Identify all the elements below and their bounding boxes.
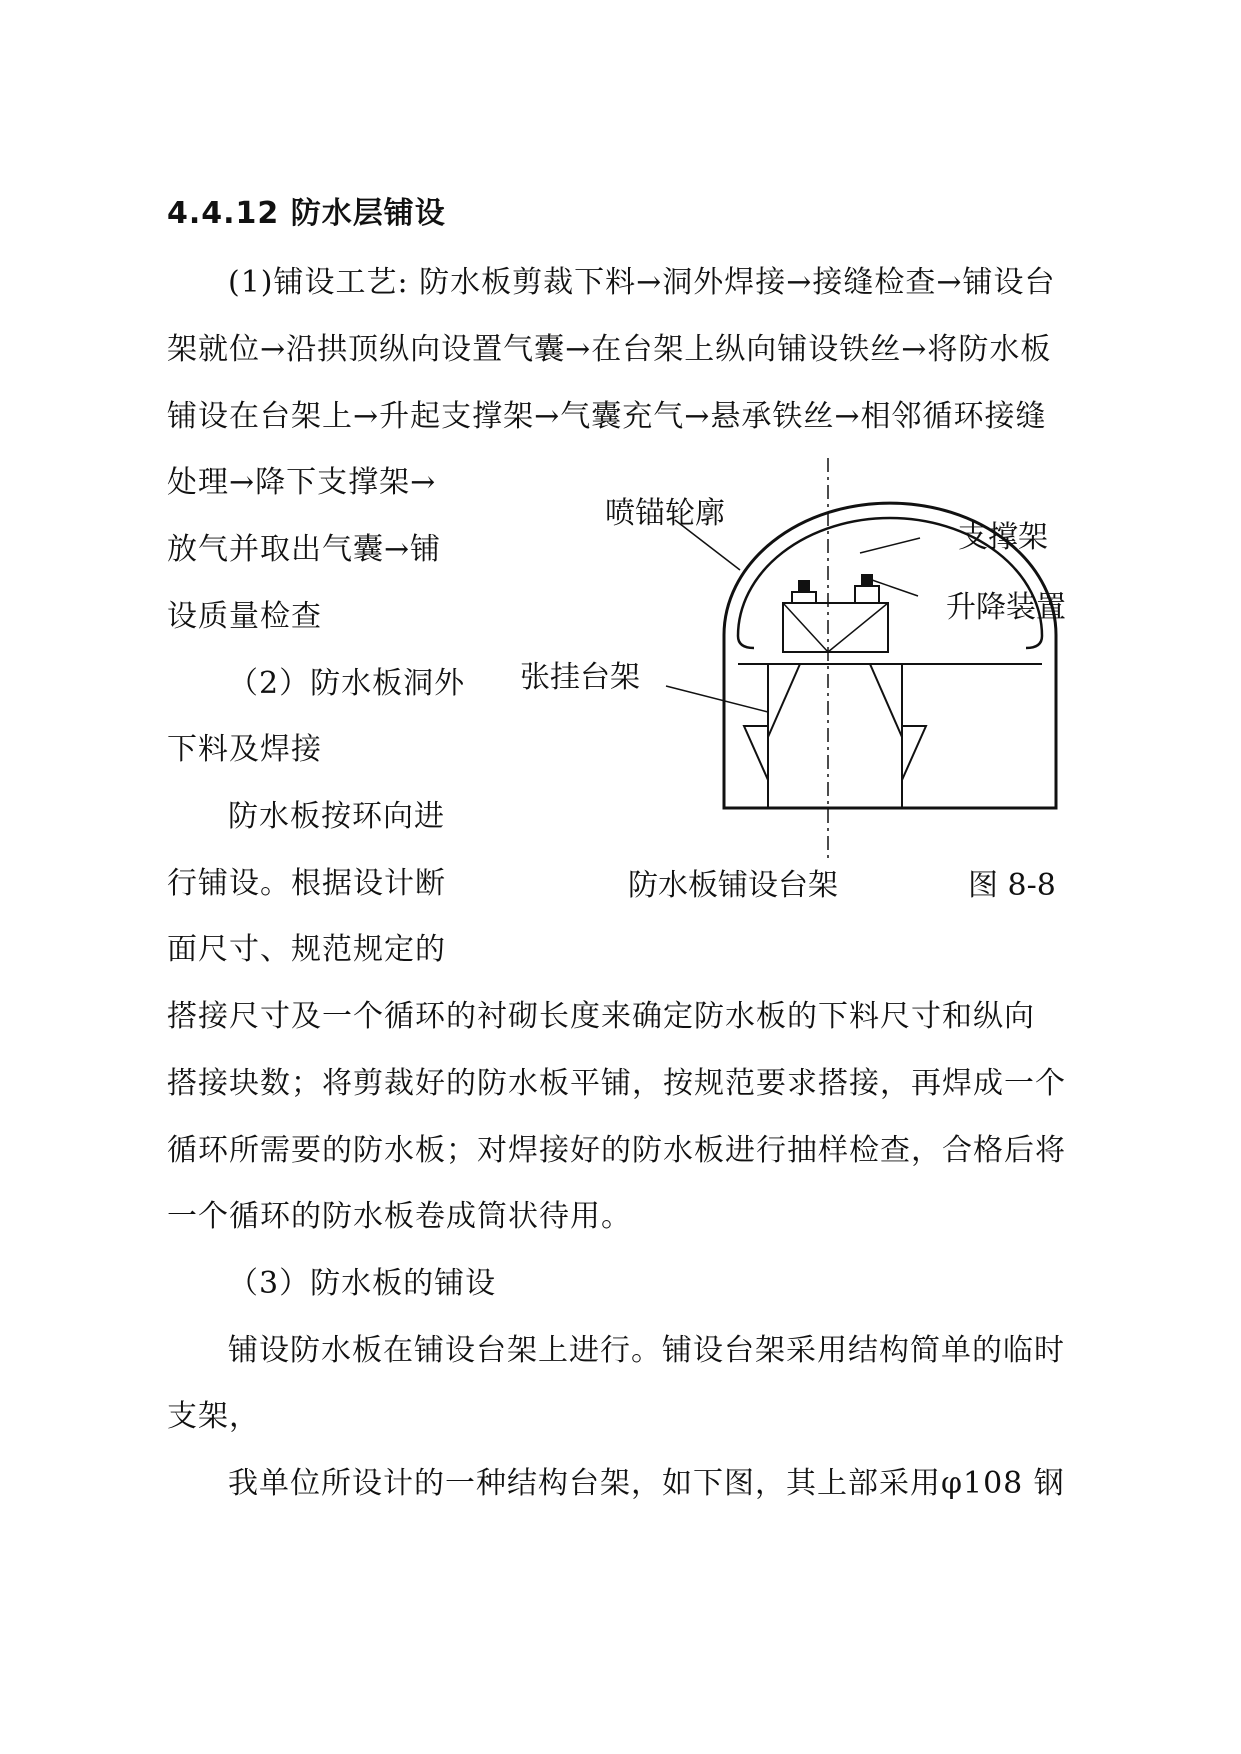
paragraph-line: 下料及焊接 xyxy=(167,732,322,767)
paragraph-line: 搭接块数；将剪裁好的防水板平铺，按规范要求搭接，再焊成一个 xyxy=(167,1066,1066,1101)
paragraph-line: 行铺设。根据设计断 xyxy=(167,866,446,901)
lifting-device-box xyxy=(783,603,888,652)
paragraph-line: 防水板按环向进 xyxy=(228,799,445,834)
leader-support xyxy=(860,538,920,553)
paragraph-line: 处理→降下支撑架→ xyxy=(167,465,437,500)
paragraph-line: 支架， xyxy=(167,1399,260,1434)
paragraph-line: 铺设在台架上→升起支撑架→气囊充气→悬承铁丝→相邻循环接缝 xyxy=(167,399,1047,434)
paragraph-line: 架就位→沿拱顶纵向设置气囊→在台架上纵向铺设铁丝→将防水板 xyxy=(167,332,1052,367)
label-hanging-platform: 张挂台架 xyxy=(520,660,640,695)
figure-caption: 防水板铺设台架 xyxy=(628,868,838,903)
paragraph-line: 设质量检查 xyxy=(167,599,322,634)
label-support-frame: 支撑架 xyxy=(958,520,1048,555)
figure-number: 图 8-8 xyxy=(968,868,1056,903)
paragraph-line: 循环所需要的防水板；对焊接好的防水板进行抽样检查，合格后将 xyxy=(167,1133,1066,1168)
label-shotcrete-profile: 喷锚轮廓 xyxy=(605,496,725,531)
leader-platform xyxy=(666,686,768,712)
paragraph-line: 面尺寸、规范规定的 xyxy=(167,932,446,967)
support-arch-right-hook xyxy=(1026,636,1042,648)
support-arch-left-hook xyxy=(738,636,754,648)
paragraph-line: 铺设防水板在铺设台架上进行。铺设台架采用结构简单的临时 xyxy=(228,1333,1065,1368)
paragraph-line: 放气并取出气囊→铺 xyxy=(167,532,442,567)
label-lifting-device: 升降装置 xyxy=(946,590,1066,625)
paragraph-line: 搭接尺寸及一个循环的衬砌长度来确定防水板的下料尺寸和纵向 xyxy=(167,999,1035,1034)
paragraph-line: 一个循环的防水板卷成筒状待用。 xyxy=(167,1199,632,1234)
right-jack xyxy=(861,574,873,586)
subheading-line: （2）防水板洞外 xyxy=(228,666,466,701)
subheading-line: （3）防水板的铺设 xyxy=(228,1266,497,1301)
left-jack xyxy=(798,580,810,592)
paragraph-line: (1)铺设工艺: 防水板剪裁下料→洞外焊接→接缝检查→铺设台 xyxy=(228,265,1056,300)
section-heading: 4.4.12 防水层铺设 xyxy=(167,196,446,231)
paragraph-line: 我单位所设计的一种结构台架，如下图，其上部采用φ108 钢 xyxy=(228,1466,1065,1501)
